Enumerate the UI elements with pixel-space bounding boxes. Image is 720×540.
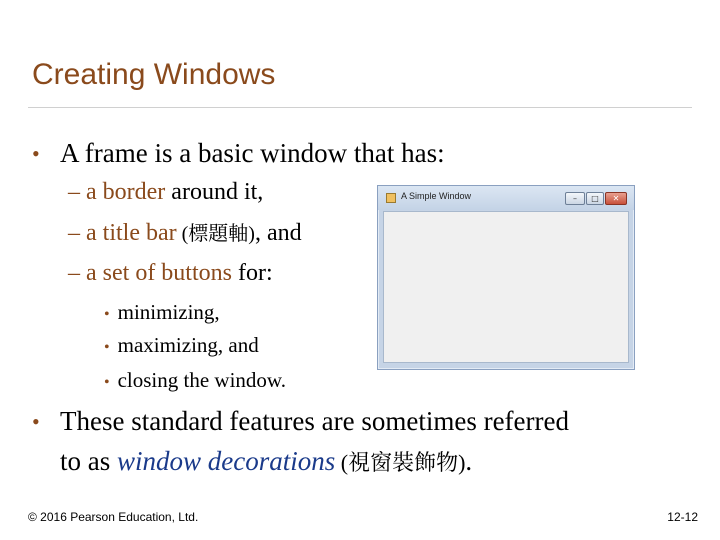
bullet-decorations-line2 [60,444,472,480]
bullet-dot-icon: • [32,141,40,166]
bullet-line2-suffix: . [465,446,473,476]
sub-item-accent: a set of buttons [86,260,232,286]
java-app-icon [386,193,396,203]
dash-icon: – [68,179,80,205]
window-title-bar [378,186,634,210]
window-screenshot [377,185,635,370]
bullet-line1: These standard features are sometimes referred [60,406,569,436]
bullet-dot-icon: • [104,339,110,356]
subsub-item-closing [104,367,286,396]
bullet-frame-definition [32,136,445,171]
bullet-decorations [32,404,569,439]
page-number: 12-12 [667,510,698,524]
sub-item-cjk: (標題軸) [176,223,255,245]
window-title: A Simple Window [401,191,472,201]
slide-title: Creating Windows [32,58,276,91]
bullet-dot-icon: • [104,374,110,391]
sub-item-accent: a title bar [86,220,177,246]
maximize-button: □ [586,192,604,205]
sub-item-rest: around it, [165,179,264,205]
subsub-item-maximizing [104,332,259,361]
bullet-text: A frame is a basic window that has: [60,138,445,168]
bullet-emphasis: window decorations [117,446,336,476]
title-divider [28,107,692,108]
window-content-area [383,211,629,363]
subsub-text: closing the window. [117,368,286,392]
sub-item-rest: , and [254,220,302,246]
sub-item-buttons [68,258,273,288]
sub-item-rest: for: [231,260,273,286]
dash-icon: – [68,260,80,286]
bullet-line2-prefix: to as [60,446,117,476]
close-button: ✕ [605,192,627,205]
sub-item-title-bar [68,218,302,249]
sub-item-accent: a border [86,179,166,205]
subsub-text: minimizing, [117,300,220,324]
subsub-item-minimizing [104,299,220,328]
dash-icon: – [68,220,80,246]
subsub-text: maximizing, and [117,333,259,357]
bullet-dot-icon: • [104,306,110,323]
bullet-cjk: (視窗裝飾物) [335,450,466,475]
minimize-button: – [565,192,585,205]
footer-copyright: © 2016 Pearson Education, Ltd. [28,510,199,524]
bullet-dot-icon: • [32,409,40,434]
sub-item-border [68,177,263,207]
